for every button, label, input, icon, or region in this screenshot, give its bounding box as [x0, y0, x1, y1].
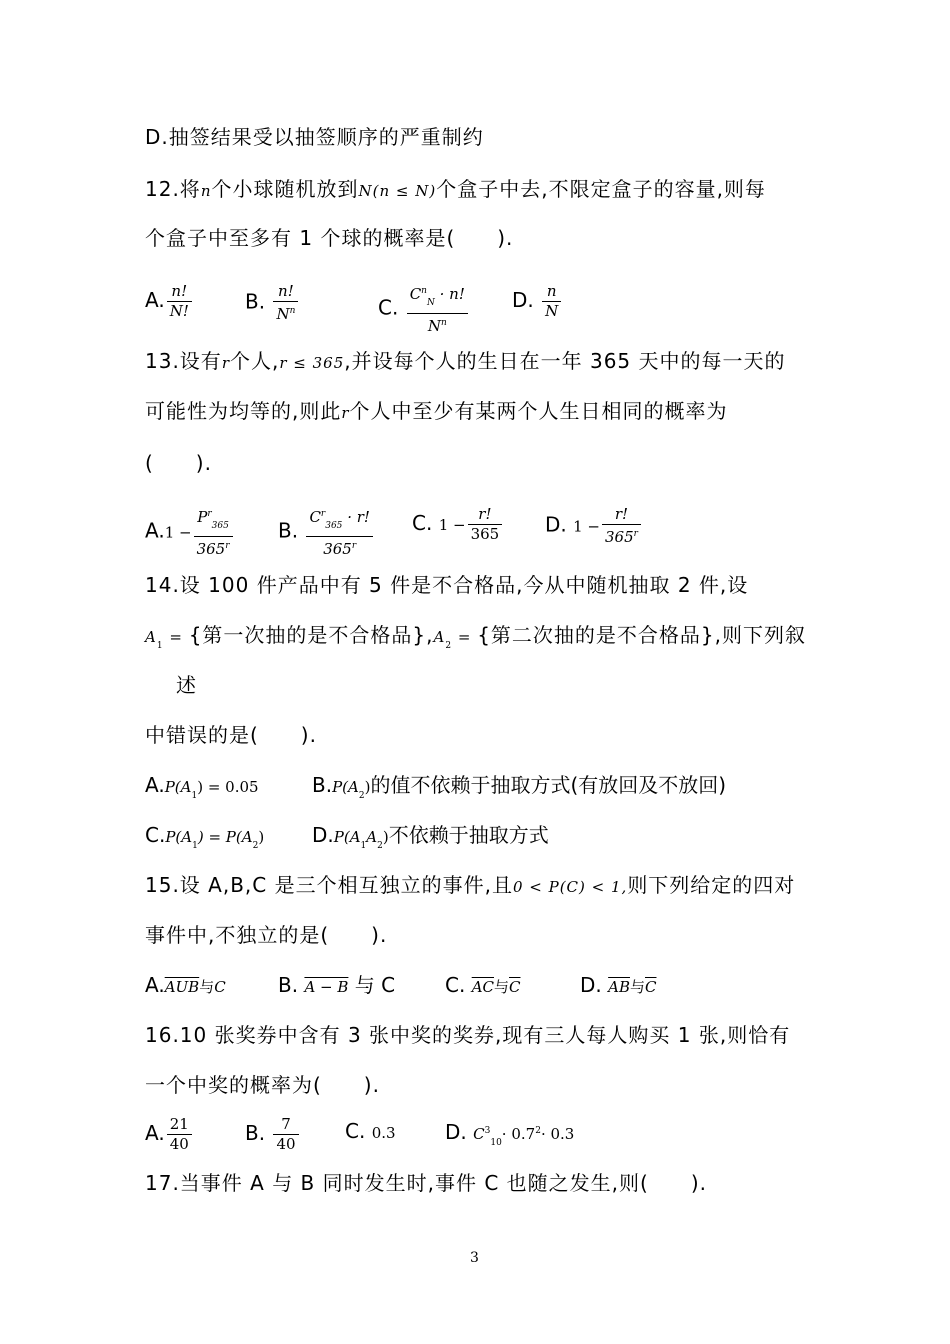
q12-line1: [145, 176, 766, 204]
page-number: 3: [470, 1250, 479, 1266]
eq-prob: ) = P(A: [197, 828, 253, 846]
label-c: C.: [378, 295, 399, 320]
var-r: r: [221, 354, 230, 372]
numerator: [194, 505, 233, 537]
q12-line2: 个盒子中至多有 1 个球的概率是( ).: [145, 226, 514, 250]
fraction: [167, 282, 192, 321]
q16-option-a: [145, 1115, 194, 1154]
one-minus: 1 −: [164, 523, 192, 542]
q14-line1: 14.设 100 件产品中有 5 件是不合格品,今从中随机抽取 2 件,设: [145, 573, 749, 597]
q13-line3: ( ).: [145, 451, 212, 475]
conj-yu: 与: [494, 978, 510, 996]
base-N: N: [276, 305, 290, 323]
comb-N: N: [426, 298, 435, 308]
fraction: [542, 282, 561, 321]
label-c: C.: [445, 973, 466, 997]
q13-option-c: [412, 505, 504, 544]
overline-a-minus-b: A − B: [304, 978, 349, 996]
event-A: A: [433, 628, 446, 646]
exp-n: n: [440, 318, 447, 328]
label-a: A.: [145, 773, 165, 797]
exp-r: r: [351, 541, 357, 551]
paren-close: ): [258, 828, 265, 846]
comb-C: C: [309, 508, 321, 526]
prob-a1a2: P(A: [333, 828, 361, 846]
label-a: A.: [145, 973, 165, 997]
q16-option-b: [245, 1115, 301, 1154]
var-n: n: [200, 182, 212, 200]
sub-2: 2: [445, 641, 453, 651]
exp-r: r: [225, 541, 230, 551]
event-C-text: C: [381, 973, 396, 997]
eq-005: ) = 0.05: [197, 778, 259, 796]
value-03: 0.3: [371, 1124, 396, 1142]
q12-option-d: [512, 282, 563, 321]
q14-event2: {第二次抽的是不合格品},则下列叙: [477, 623, 806, 647]
comb-C: C: [409, 285, 422, 303]
conj-yu: 与: [629, 978, 645, 996]
numerator: 21: [167, 1115, 192, 1135]
label-d: D.: [512, 288, 534, 312]
perm-r: r: [207, 509, 212, 519]
paren-close: ): [364, 778, 371, 796]
dot-rf: · r!: [347, 508, 370, 526]
denominator: [273, 302, 298, 324]
q14-option-d: [312, 822, 549, 859]
label-d: D.: [312, 823, 334, 847]
sub-2: 2: [358, 791, 365, 801]
label-c: C.: [412, 511, 433, 535]
fraction: [273, 282, 298, 324]
base-N: N: [427, 317, 441, 335]
q16-option-c: [345, 1118, 396, 1146]
q13-prefix: 13.设有: [145, 349, 222, 373]
comb-365: 365: [325, 521, 343, 531]
label-c: C.: [345, 1119, 366, 1143]
q15-post: 则下列给定的四对: [627, 873, 796, 897]
base-365: 365: [605, 528, 634, 546]
q16-option-d: [445, 1118, 574, 1156]
label-b: B.: [245, 1121, 266, 1145]
numerator: [407, 282, 468, 314]
q14-option-b: [312, 772, 726, 809]
q13-post: ,并设每个人的生日在一年 365 天中的每一天的: [344, 349, 786, 373]
overline-ac: $\overline{AC}$: [471, 978, 494, 996]
numerator: n!: [167, 282, 192, 302]
denominator: [306, 537, 373, 559]
event-C: C: [214, 978, 226, 996]
label-c: C.: [145, 823, 166, 847]
q15-line2: 事件中,不独立的是( ).: [145, 923, 388, 947]
q15-option-a: [145, 972, 226, 1000]
numerator: [306, 505, 373, 537]
comb-3: 3: [484, 1126, 491, 1136]
denominator: 40: [169, 1135, 189, 1153]
label-b: B.: [245, 289, 266, 314]
prev-option-d: D.抽签结果受以抽签顺序的严重制约: [145, 125, 484, 149]
comb-r: r: [320, 509, 326, 519]
q16-line2: 一个中奖的概率为( ).: [145, 1073, 380, 1097]
numerator: r!: [468, 505, 503, 525]
prob-a1: P(A: [164, 778, 192, 796]
q13-option-b: [278, 505, 375, 559]
event-A: A: [366, 828, 378, 846]
q14-option-a: [145, 772, 259, 809]
q15-option-c: [445, 972, 521, 1000]
one-minus: 1 −: [438, 516, 466, 534]
denominator: N!: [169, 302, 189, 320]
q15-line1: [145, 872, 795, 900]
fraction: [468, 505, 503, 544]
perm-P: P: [197, 508, 208, 526]
q14b-text: 的值不依赖于抽取方式(有放回及不放回): [370, 773, 727, 797]
denominator: [407, 314, 468, 336]
q14d-text: 不依赖于抽取方式: [388, 823, 549, 847]
q12-option-a: [145, 282, 194, 321]
q15-option-b: [278, 972, 395, 1000]
q13-line2: [145, 398, 728, 426]
q12-option-b: [245, 282, 300, 324]
sub-2: 2: [377, 841, 383, 851]
denominator: N: [545, 302, 559, 320]
event-A: A: [145, 628, 157, 646]
fraction: [407, 282, 468, 336]
q13-mid: 个人,: [229, 349, 280, 373]
label-d: D.: [445, 1120, 467, 1144]
sub-1: 1: [191, 791, 198, 801]
overline-aub: $\overline{AUB}$: [164, 978, 200, 996]
fraction: [167, 1115, 192, 1154]
var-r: r: [341, 404, 350, 422]
comb-n: n: [421, 286, 427, 296]
label-b: B.: [312, 773, 333, 797]
q14-line4: 中错误的是( ).: [145, 723, 317, 747]
q14-event1: {第一次抽的是不合格品},: [188, 623, 434, 647]
label-d: D.: [545, 512, 567, 537]
q13b-prefix: 可能性为均等的,则此: [145, 399, 342, 423]
label-b: B.: [278, 973, 299, 997]
paren-close: ): [382, 828, 389, 846]
q16-line1: 16.10 张奖券中含有 3 张中奖的奖券,现有三人每人购买 1 张,则恰有: [145, 1023, 791, 1047]
prob-a2: P(A: [332, 778, 359, 796]
perm-365: 365: [211, 521, 229, 531]
q12-post: 个盒子中去,不限定盒子的容量,则每: [436, 177, 766, 201]
q14-line2: $A_1$ = {第一次抽的是不合格品}$,A_2$ = {第二次抽的是不合格品},则下列叙: [145, 623, 806, 651]
q15-option-d: [580, 972, 656, 1000]
label-a: A.: [145, 518, 165, 543]
numerator: n!: [273, 282, 298, 302]
denominator: 40: [276, 1135, 296, 1153]
q13b-post: 个人中至少有某两个人生日相同的概率为: [349, 399, 728, 423]
dot-nf: · n!: [439, 285, 465, 303]
sub-1: 1: [192, 841, 198, 851]
math-n-le-N: N(n ≤ N): [358, 182, 437, 200]
comb-C: C: [473, 1125, 485, 1143]
prob-a1: P(A: [165, 828, 193, 846]
fraction: [306, 505, 373, 559]
q17-line1: 17.当事件 A 与 B 同时发生时,事件 C 也随之发生,则( ).: [145, 1171, 707, 1195]
denominator: [194, 537, 233, 559]
numerator: r!: [602, 505, 641, 525]
exp-r: r: [633, 529, 638, 539]
dot-07: · 0.7: [501, 1125, 536, 1143]
fraction: [602, 505, 641, 547]
math-pc: 0 < P(C) < 1,: [512, 878, 628, 896]
base-365: 365: [196, 540, 226, 558]
fraction: [273, 1115, 298, 1154]
numerator: n: [542, 282, 561, 302]
label-a: A.: [145, 288, 165, 312]
overline-ab: $\overline{AB}$: [608, 978, 630, 996]
q13-option-d: [545, 505, 643, 547]
q13-option-a: [145, 505, 235, 559]
q15-prefix: 15.设 A,B,C 是三个相互独立的事件,且: [145, 873, 513, 897]
denominator: 365: [470, 525, 500, 543]
math-r-le-365: r ≤ 365: [279, 354, 345, 372]
conj-yu: 与: [354, 973, 375, 997]
fraction: [194, 505, 233, 559]
exp-n: n: [289, 306, 296, 316]
numerator: 7: [273, 1115, 298, 1135]
q12-option-c: [378, 282, 470, 336]
overline-c: $\overline{C}$: [645, 978, 657, 996]
label-d: D.: [580, 973, 602, 997]
q12-mid: 个小球随机放到: [211, 177, 359, 201]
q14-option-c: [145, 822, 264, 859]
dot-03: · 0.3: [540, 1125, 575, 1143]
overline-c: $\overline{C}$: [509, 978, 521, 996]
one-minus: 1 −: [573, 517, 601, 536]
sub-1: 1: [156, 641, 164, 651]
base-365: 365: [323, 540, 352, 558]
q14-line3: 述: [176, 673, 197, 697]
q12-prefix: 12.将: [145, 177, 201, 201]
label-b: B.: [278, 518, 299, 543]
conj-yu: 与: [199, 978, 215, 996]
sub-2: 2: [252, 841, 259, 851]
comb-10: 10: [490, 1138, 502, 1148]
label-a: A.: [145, 1121, 165, 1145]
q13-line1: [145, 348, 786, 376]
sub-1: 1: [360, 841, 367, 851]
exp-2: 2: [535, 1126, 541, 1136]
denominator: [602, 525, 641, 547]
